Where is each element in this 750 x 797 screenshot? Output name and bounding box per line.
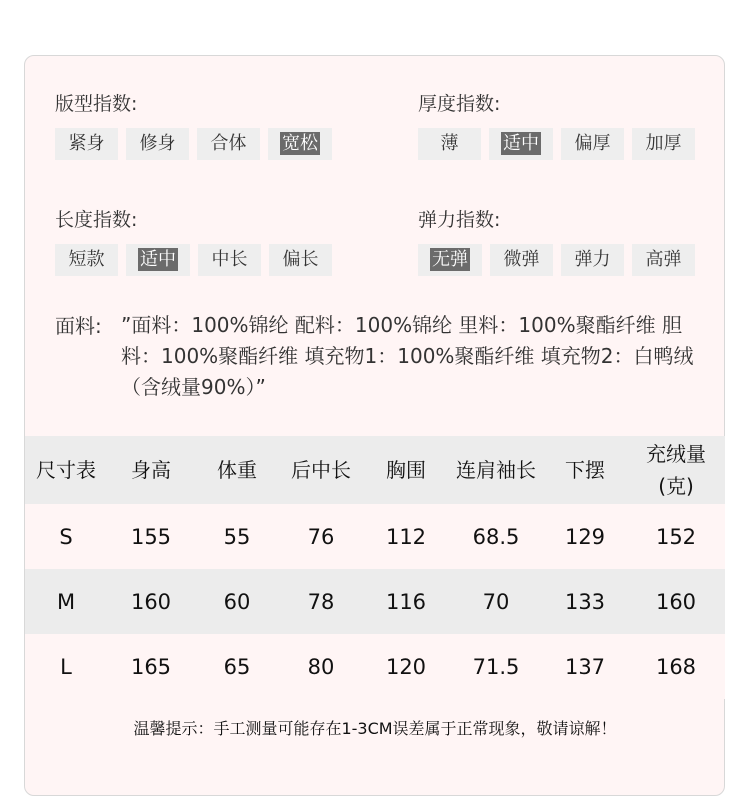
fit-option-label: 合体 (210, 133, 247, 154)
elasticity-option-label: 弹力 (574, 249, 611, 270)
header-cell: 后中长 (291, 458, 351, 482)
length-option (269, 244, 332, 276)
table-cell: S (59, 524, 73, 549)
table-cell: 116 (385, 589, 427, 614)
fit-option-selected (268, 128, 332, 160)
thickness-option (632, 128, 695, 160)
table-cell: 70 (482, 589, 510, 614)
table-cell: M (56, 589, 76, 614)
fit-option (126, 128, 189, 160)
header-cell: 尺寸表 (36, 458, 96, 482)
table-row (25, 569, 725, 634)
thickness-option (561, 128, 624, 160)
fit-index-label: 版型指数: (55, 93, 138, 115)
elasticity-option (632, 244, 695, 276)
table-cell: 76 (307, 524, 335, 549)
thickness-index-options (418, 128, 695, 160)
table-row (25, 504, 725, 569)
table-cell: 155 (130, 524, 172, 549)
table-cell: 137 (564, 654, 606, 679)
elasticity-option-selected (418, 244, 482, 276)
thickness-option-label: 加厚 (645, 133, 682, 154)
header-cell: 胸围 (386, 458, 426, 482)
length-option-label: 短款 (68, 249, 105, 270)
size-table (25, 436, 725, 699)
elasticity-index-options (418, 244, 695, 276)
length-option-label: 适中 (140, 249, 176, 270)
elasticity-option (561, 244, 624, 276)
elasticity-option-label: 无弹 (432, 249, 468, 270)
thickness-option-selected (489, 128, 553, 160)
fit-option-label: 宽松 (282, 133, 318, 154)
fabric-value: ”面料：100%锦纶 配料：100%锦纶 里料：100%聚酯纤维 胆料：100%聚酯纤维 填充物1：100%聚酯纤维 填充物2：白鸭绒 （含绒量90%）” (121, 313, 694, 399)
fit-option (55, 128, 118, 160)
fit-option-label: 修身 (139, 133, 176, 154)
header-cell: 充绒量 (克) (646, 442, 706, 498)
length-option (55, 244, 118, 276)
table-cell: 112 (385, 524, 427, 549)
fit-option (197, 128, 260, 160)
header-cell: 体重 (217, 458, 257, 482)
table-cell: 120 (385, 654, 427, 679)
elasticity-index-label: 弹力指数: (418, 209, 501, 231)
elasticity-option (490, 244, 553, 276)
table-cell: 160 (130, 589, 172, 614)
table-cell: 65 (223, 654, 251, 679)
table-cell: 168 (655, 654, 697, 679)
table-cell: 60 (223, 589, 251, 614)
fit-option-label: 紧身 (68, 133, 105, 154)
table-cell: 129 (564, 524, 606, 549)
length-option (198, 244, 261, 276)
fit-index-options (55, 128, 332, 160)
thickness-option-label: 适中 (503, 133, 539, 154)
header-cell: 连肩袖长 (456, 458, 536, 482)
length-option-label: 中长 (211, 249, 248, 270)
table-cell: 80 (307, 654, 335, 679)
thickness-option-label: 偏厚 (574, 133, 611, 154)
thickness-option (418, 128, 481, 160)
table-row (25, 634, 725, 699)
thickness-option-label: 薄 (440, 133, 459, 154)
measurement-tip: 温馨提示：手工测量可能存在1-3CM误差属于正常现象，敬请谅解！ (133, 719, 617, 738)
fabric-label: 面料: (55, 314, 102, 338)
table-cell: 152 (655, 524, 697, 549)
length-index-label: 长度指数: (55, 209, 138, 231)
table-cell: L (60, 654, 72, 679)
elasticity-option-label: 高弹 (645, 249, 682, 270)
length-index-options (55, 244, 332, 276)
thickness-index-label: 厚度指数: (418, 93, 501, 115)
table-cell: 165 (130, 654, 172, 679)
table-cell: 78 (307, 589, 335, 614)
table-cell: 71.5 (472, 654, 520, 679)
table-cell: 160 (655, 589, 697, 614)
table-cell: 55 (223, 524, 251, 549)
size-table-header (25, 436, 725, 504)
table-cell: 68.5 (472, 524, 520, 549)
header-cell: 下摆 (565, 458, 605, 482)
length-option-label: 偏长 (282, 249, 319, 270)
elasticity-option-label: 微弹 (503, 249, 540, 270)
header-cell: 身高 (131, 458, 171, 482)
table-cell: 133 (564, 589, 606, 614)
length-option-selected (126, 244, 190, 276)
